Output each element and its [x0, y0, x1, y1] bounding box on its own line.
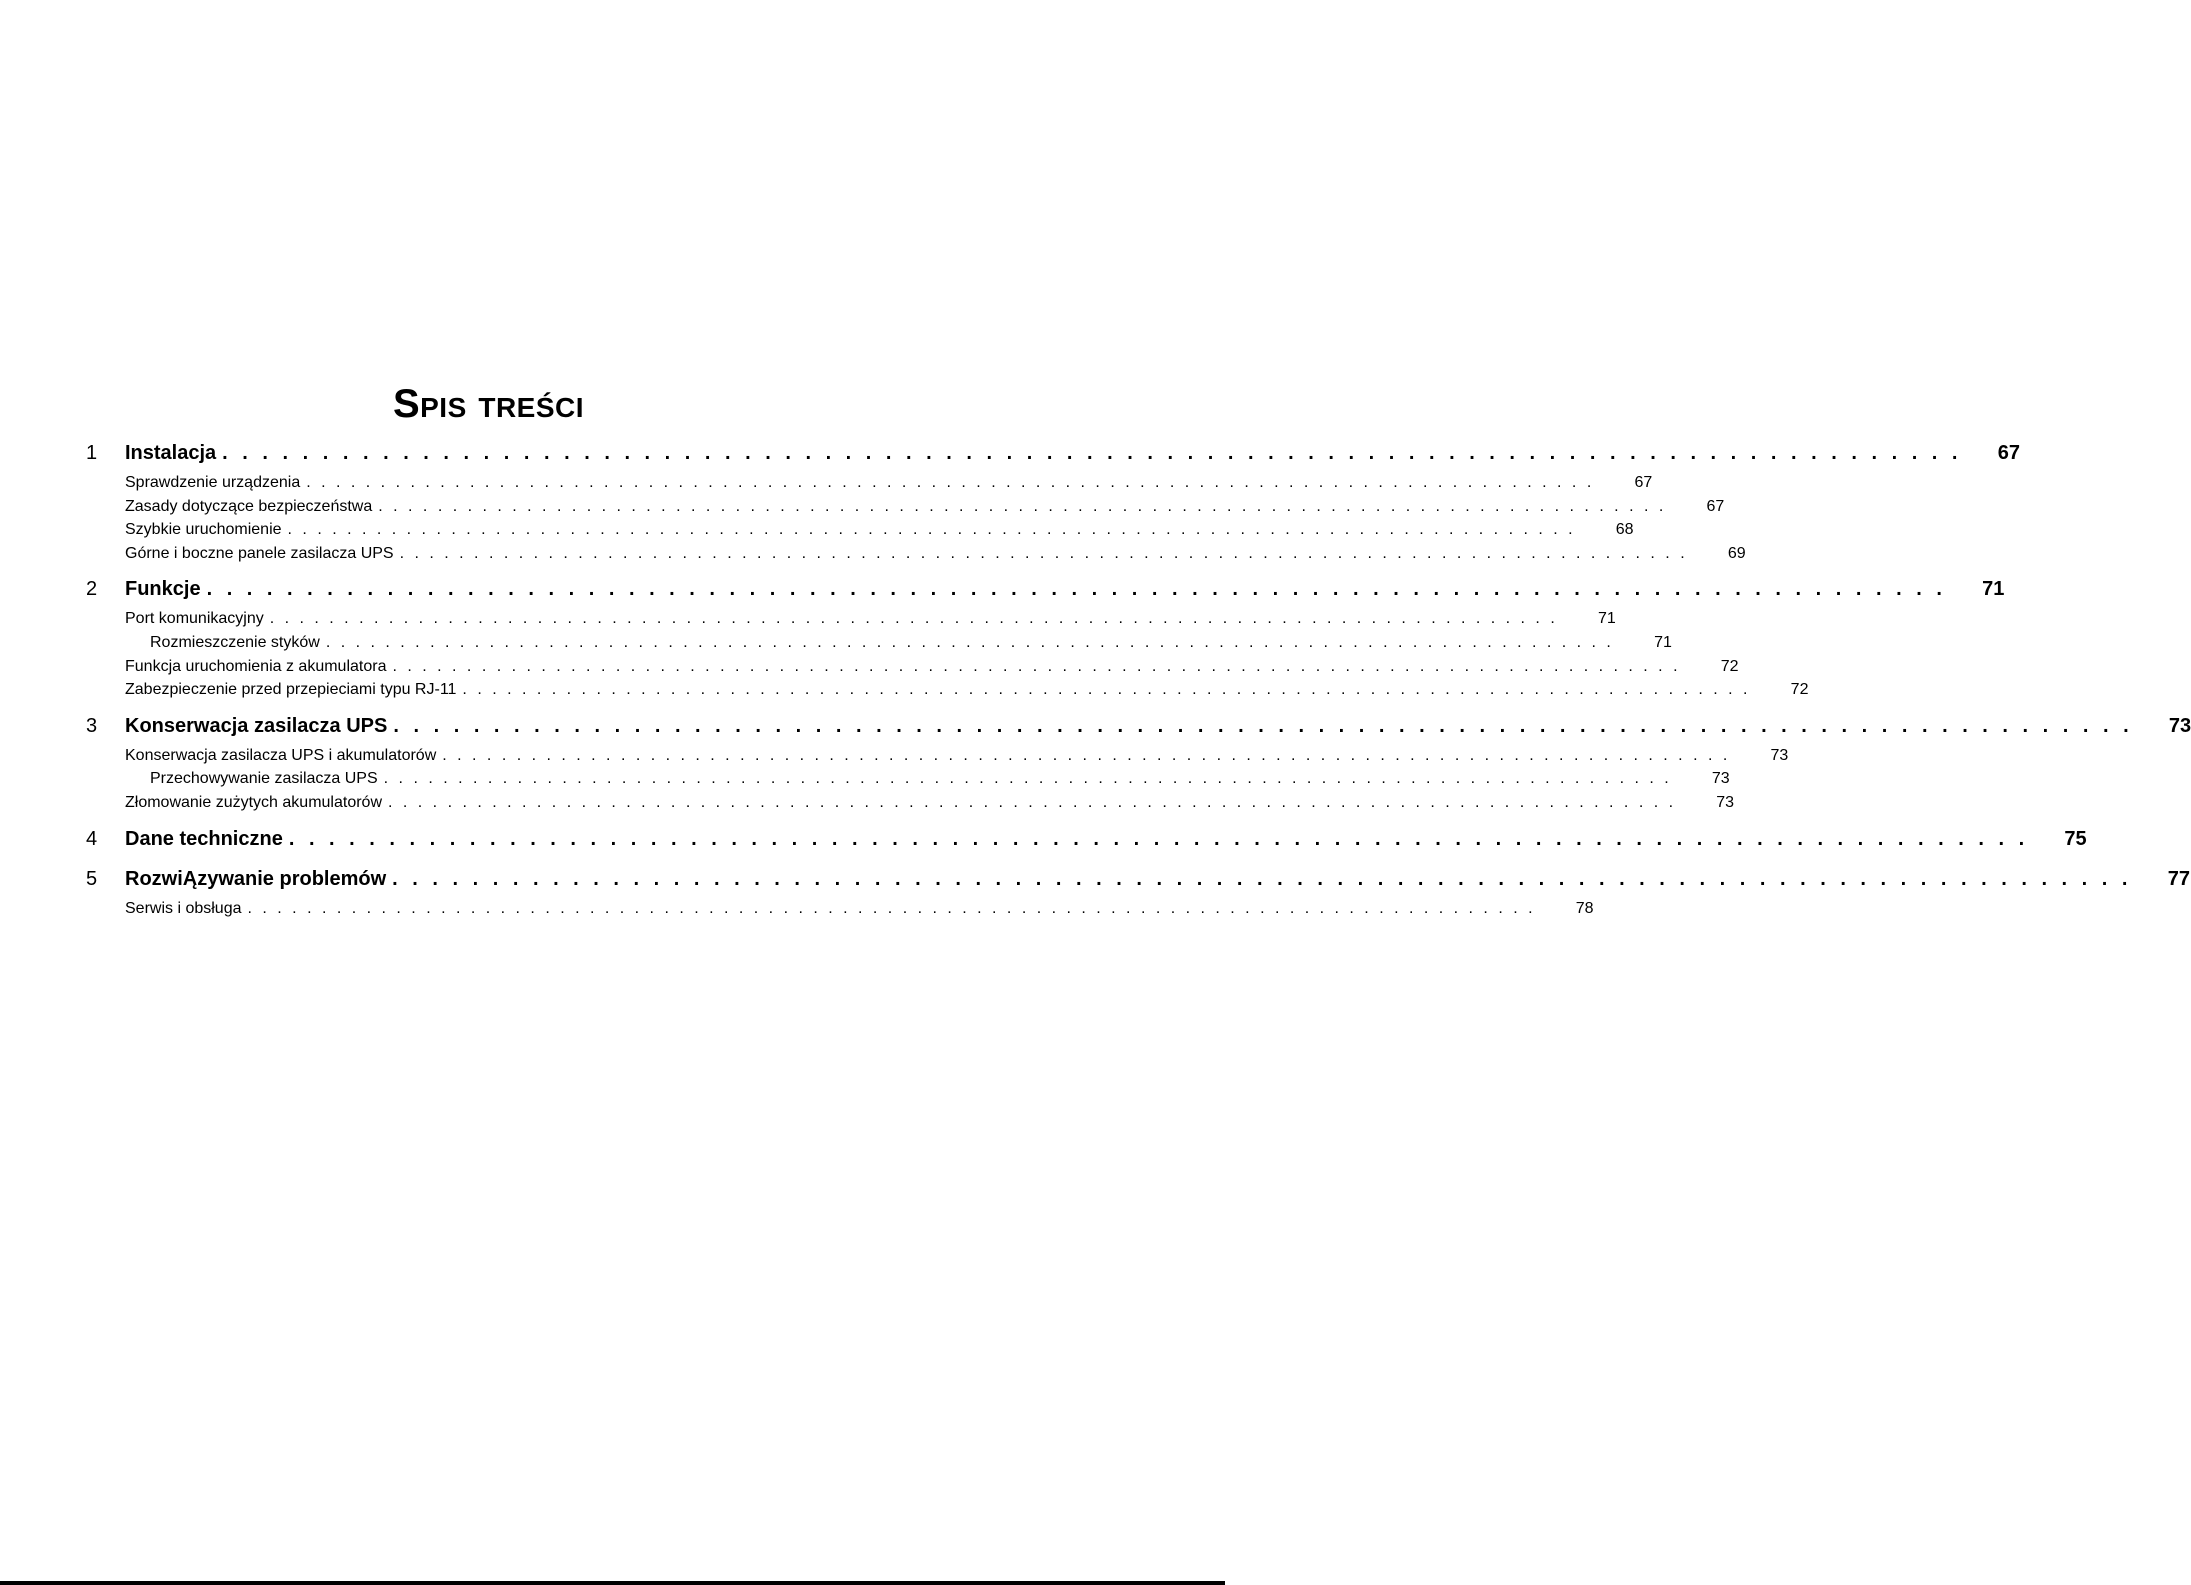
chapter-number: 5	[86, 867, 98, 890]
toc-section[interactable]	[86, 678, 1809, 702]
chapter-page-number: 77	[2167, 867, 2190, 890]
section-list	[86, 897, 1594, 923]
section-list	[86, 471, 1746, 567]
bottom-rule	[0, 1581, 1225, 1585]
section-list	[86, 744, 1789, 817]
dot-leader: . . . . . . . . . . . . . . . . . . . . . . . . . . . . . . . . . . . . . . . . . . . . . . . . . . . . . . . . . . . . . . . . . . . . . . . . . . . . . . . . . . . . . . .	[442, 746, 1731, 764]
toc-section[interactable]	[86, 897, 1594, 921]
chapter-number: 3	[86, 714, 98, 737]
dot-leader: . . . . . . . . . . . . . . . . . . . . . . . . . . . . . . . . . . . . . . . . . . . . . . . . . . . . . . . . . . . . . . . . . . . . . . . . . . . . . . . . . . . . . . .	[378, 497, 1667, 515]
toc-chapter[interactable]	[86, 436, 2020, 471]
table-of-contents	[86, 436, 2191, 922]
section-list	[86, 607, 1809, 703]
section-page-number: 73	[1711, 770, 1730, 788]
section-title: Port komunikacyjny	[125, 610, 264, 628]
section-title: Zabezpieczenie przed przepieciami typu RJ-11	[125, 681, 457, 699]
section-title: Konserwacja zasilacza UPS i akumulatorów	[125, 746, 437, 764]
dot-leader: . . . . . . . . . . . . . . . . . . . . . . . . . . . . . . . . . . . . . . . . . . . . . . . . . . . . . . . . . . . . . . . . . . . . . . . . . . . . . . . . . . . . . . .	[247, 899, 1536, 917]
section-page-number: 67	[1634, 474, 1653, 491]
section-title: Rozmieszczenie styków	[150, 633, 320, 651]
chapter-page-number: 67	[1997, 442, 2020, 464]
section-title: Przechowywanie zasilacza UPS	[150, 770, 378, 788]
chapter-page-number: 75	[2064, 827, 2087, 850]
dot-leader: . . . . . . . . . . . . . . . . . . . . . . . . . . . . . . . . . . . . . . . . . . . . . . . . . . . . . . . . . . . . . . . . . . . . . . . . . . . . . . . . . . . . . . .	[287, 521, 1576, 539]
toc-chapter[interactable]	[86, 572, 2005, 607]
chapter-title: Dane techniczne	[125, 827, 283, 850]
section-title: Szybkie uruchomienie	[125, 521, 282, 539]
chapter-title: Funkcje	[125, 578, 201, 601]
section-page-number: 78	[1575, 899, 1594, 917]
dot-leader: . . . . . . . . . . . . . . . . . . . . . . . . . . . . . . . . . . . . . . . . . . . . . . . . . . . . . . . . . . . . . . . . . . . . . . . . . . . . . . . . . . . . . . .	[222, 442, 1962, 464]
dot-leader: . . . . . . . . . . . . . . . . . . . . . . . . . . . . . . . . . . . . . . . . . . . . . . . . . . . . . . . . . . . . . . . . . . . . . . . . . . . . . . . . . . . . . . .	[393, 714, 2134, 737]
section-page-number: 67	[1706, 497, 1725, 515]
toc-subsection[interactable]	[86, 631, 1672, 655]
dot-leader: . . . . . . . . . . . . . . . . . . . . . . . . . . . . . . . . . . . . . . . . . . . . . . . . . . . . . . . . . . . . . . . . . . . . . . . . . . . . . . . . . . . . . . .	[399, 544, 1688, 562]
section-page-number: 73	[1716, 793, 1735, 811]
dot-leader: . . . . . . . . . . . . . . . . . . . . . . . . . . . . . . . . . . . . . . . . . . . . . . . . . . . . . . . . . . . . . . . . . . . . . . . . . . . . . . . . . . . . . . .	[206, 578, 1947, 601]
toc-section[interactable]	[86, 495, 1725, 519]
toc-chapter[interactable]	[86, 862, 2190, 897]
chapter-title: RozwiĄzywanie problemów	[125, 867, 387, 890]
dot-leader: . . . . . . . . . . . . . . . . . . . . . . . . . . . . . . . . . . . . . . . . . . . . . . . . . . . . . . . . . . . . . . . . . . . . . . . . . . . . . . . . . . . . . . .	[269, 610, 1558, 628]
section-title: Górne i boczne panele zasilacza UPS	[125, 544, 394, 562]
chapter-number: 2	[86, 578, 98, 601]
section-page-number: 72	[1720, 657, 1739, 675]
section-page-number: 73	[1770, 746, 1789, 764]
section-page-number: 71	[1597, 610, 1616, 628]
dot-leader: . . . . . . . . . . . . . . . . . . . . . . . . . . . . . . . . . . . . . . . . . . . . . . . . . . . . . . . . . . . . . . . . . . . . . . . . . . . . . . . . . . . . . . .	[462, 681, 1751, 699]
dot-leader: . . . . . . . . . . . . . . . . . . . . . . . . . . . . . . . . . . . . . . . . . . . . . . . . . . . . . . . . . . . . . . . . . . . . . . . . . . . . . . . . . . . . . . .	[325, 633, 1614, 651]
toc-section[interactable]	[86, 542, 1746, 566]
dot-leader: . . . . . . . . . . . . . . . . . . . . . . . . . . . . . . . . . . . . . . . . . . . . . . . . . . . . . . . . . . . . . . . . . . . . . . . . . . . . . . . . . . . . . . .	[392, 867, 2132, 890]
chapter-number: 1	[86, 442, 98, 464]
chapter-title: Konserwacja zasilacza UPS	[125, 714, 388, 737]
section-title: Serwis i obsługa	[125, 899, 242, 917]
dot-leader: . . . . . . . . . . . . . . . . . . . . . . . . . . . . . . . . . . . . . . . . . . . . . . . . . . . . . . . . . . . . . . . . . . . . . . . . . . . . . . . . . . . . . . .	[288, 827, 2029, 850]
section-page-number: 68	[1615, 521, 1634, 539]
section-title: Złomowanie zużytych akumulatorów	[125, 793, 382, 811]
dot-leader: . . . . . . . . . . . . . . . . . . . . . . . . . . . . . . . . . . . . . . . . . . . . . . . . . . . . . . . . . . . . . . . . . . . . . . . . . . . . . . . . . . . . . . .	[388, 793, 1677, 811]
toc-section[interactable]	[86, 607, 1616, 631]
page-title: Spis treści	[392, 382, 585, 426]
section-page-number: 69	[1727, 544, 1746, 562]
chapter-page-number: 71	[1982, 578, 2005, 601]
toc-section[interactable]	[86, 471, 1653, 495]
dot-leader: . . . . . . . . . . . . . . . . . . . . . . . . . . . . . . . . . . . . . . . . . . . . . . . . . . . . . . . . . . . . . . . . . . . . . . . . . . . . . . . . . . . . . . .	[306, 474, 1595, 491]
toc-section[interactable]	[86, 791, 1735, 815]
chapter-title: Instalacja	[125, 442, 217, 464]
section-title: Zasady dotyczące bezpieczeństwa	[125, 497, 373, 515]
toc-section[interactable]	[86, 744, 1789, 768]
chapter-page-number: 73	[2168, 714, 2191, 737]
dot-leader: . . . . . . . . . . . . . . . . . . . . . . . . . . . . . . . . . . . . . . . . . . . . . . . . . . . . . . . . . . . . . . . . . . . . . . . . . . . . . . . . . . . . . . .	[383, 770, 1672, 788]
toc-section[interactable]	[86, 518, 1634, 542]
toc-chapter[interactable]	[86, 709, 2191, 744]
section-page-number: 71	[1654, 633, 1672, 651]
chapter-number: 4	[86, 827, 98, 850]
section-title: Sprawdzenie urządzenia	[125, 474, 301, 491]
toc-subsection[interactable]	[86, 767, 1730, 791]
section-title: Funkcja uruchomienia z akumulatora	[125, 657, 387, 675]
toc-chapter[interactable]	[86, 822, 2087, 857]
dot-leader: . . . . . . . . . . . . . . . . . . . . . . . . . . . . . . . . . . . . . . . . . . . . . . . . . . . . . . . . . . . . . . . . . . . . . . . . . . . . . . . . . . . . . . .	[392, 657, 1681, 675]
toc-section[interactable]	[86, 655, 1739, 679]
section-page-number: 72	[1790, 681, 1809, 699]
